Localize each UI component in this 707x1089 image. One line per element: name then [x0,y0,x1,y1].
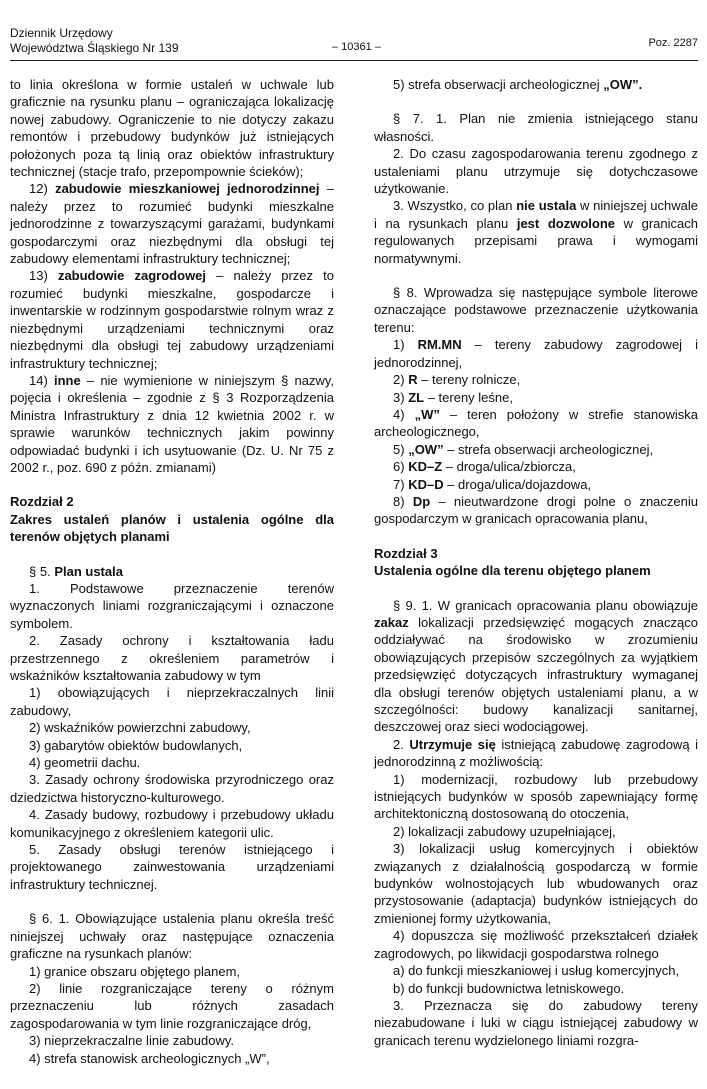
section-9-point-1-text: lokalizacji przedsięwzięć mogących znacząco oddziaływać na środowisko w zrozumieniu obowiązujących przepisów szczególnych za wyjątkiem przedsięwzięć dotyczących infrastruktury wymaganej dla obsługi terenów objętych ustaleniami planu, a w szczególności: budowy kanalizacji sanitarnej, deszczowej oraz sieci wodociągowej. [374,614,698,735]
section-9-point-2-item: 2) lokalizacji zabudowy uzupełniającej, [393,823,616,839]
symbol-number: 5) [393,441,405,457]
symbol-description: – teren położony w strefie stanowiska archeologicznego, [374,406,698,440]
section-9-point-2-number: 2. [393,736,404,752]
section-6-item-5 [374,76,698,93]
section-9-point-2-text: istniejącą zabudowę zagrodową i jednorodzinną z możliwością: [374,736,698,770]
section-5-title: Plan ustala [54,563,123,579]
section-5-point-4: 4. Zasady budowy, rozbudowy i przebudowy układu komunikacyjnego z określeniem kategorii ulic. [10,807,334,840]
definition-14 [10,372,334,476]
section-5-point-2: 2. Zasady ochrony i kształtowania ładu przestrzennego z określeniem parametrów i wskaźników kształtowania zabudowy w tym [10,633,334,683]
section-9-point-2-item: 3) lokalizacji usług komercyjnych i obiektów związanych z działalnością gospodarczą w formie budynków wolnostojących lub wbudowanych oraz przystosowanie (adaptacja) budynków istniejących do zmienionej formy użytkowania, [374,841,698,926]
section-9-point-3: 3. Przeznacza się do zabudowy tereny niezabudowane i luki w ciągu istniejącej zabudowy w granicach terenu wydzielonego liniami rozgra- [374,997,698,1048]
symbol-description: – strefa obserwacji archeologicznej, [447,441,654,457]
journal-title-line1: Dziennik Urzędowy [10,26,113,40]
definition-11-continuation: to linia określona w formie ustaleń w uchwale lub graficznie na rysunku planu – ograniczająca lokalizację nowej zabudowy. Ograniczenie to nie dotyczy zakazu remontów i przebudowy budynków już istniejących położonych poza tą linią oraz obiektów infrastruktury technicznej (stacje trafo, przepompownie ścieków); [10,77,334,180]
symbol-code: R [408,372,418,388]
symbol-item [374,493,698,528]
journal-title [10,26,179,56]
symbol-code: „OW” [408,441,444,457]
section-9-point-2 [374,736,698,771]
section-8-intro: § 8. Wprowadza się następujące symbole literowe oznaczające podstawowe przeznaczenie użytkowania terenu: [374,285,698,335]
section-7-point-3-text: 3. Wszystko, co plan [393,198,513,214]
section-6-item: 4) strefa stanowisk archeologicznych „W”, [29,1050,270,1066]
page-header [10,26,698,60]
section-5-point-3: 3. Zasady ochrony środowiska przyrodniczego oraz dziedzictwa historyczno-kulturowego. [10,772,334,805]
spacer [374,528,698,545]
symbol-description: – tereny rolnicze, [421,372,521,388]
journal-title-line2: Województwa Śląskiego Nr 139 [10,41,179,55]
section-9-point-2-item: 4) dopuszcza się możliwość przekształceń działek zagrodowych, po likwidacji gospodarstwa rolnego [374,928,698,961]
spacer [10,546,334,563]
symbol-item [374,371,698,388]
section-9-point-1-text: § 9. 1. W granicach opracowania planu obowiązuje [393,597,698,613]
section-7-point-3 [374,197,698,267]
symbol-item [374,476,698,493]
definition-14-term: inne [53,372,81,388]
definition-13 [10,267,334,371]
symbol-number: 3) [393,389,405,405]
right-column [374,76,698,1049]
symbol-item [374,458,698,475]
section-9-point-2-emphasis: Utrzymuje się [409,736,496,752]
section-6-item: 2) linie rozgraniczające tereny o różnym przeznaczeniu lub różnych zasadach zagospodarowania w tym linie rozgraniczające dróg, [10,980,334,1031]
spacer [10,893,334,910]
definition-13-text: – należy przez to rozumieć budynki mieszkalne, gospodarcze i inwentarskie w rodzinnym gospodarstwie rolnym wraz z niezbędnymi urządzeniami technicznymi oraz niezbędnymi dla obsługi tej zabudowy urządzeniami infrastruktury technicznej; [10,268,334,371]
header-rule [10,60,698,61]
section-7-point-3-emphasis: jest dozwolone [516,215,616,231]
symbol-item [374,389,698,406]
section-7-point-1: § 7. 1. Plan nie zmienia istniejącego stanu własności. [374,111,698,144]
symbol-number: 2) [393,372,405,388]
definition-13-term: zabudowie zagrodowej [57,268,207,284]
symbol-number: 7) [393,476,405,492]
left-column [10,76,334,1067]
definition-12 [10,180,334,267]
section-6-item-5-code: „OW”. [603,77,643,92]
section-7-point-3-emphasis: nie ustala [516,198,577,214]
section-5-point-2-item: 2) wskaźników powierzchni zabudowy, [29,720,251,736]
symbol-number: 6) [393,459,405,475]
section-5-heading [10,563,334,580]
definition-12-text: – należy przez to rozumieć budynki mieszkalne jednorodzinne z towarzyszącymi garażami, budynkami gospodarczymi oraz niezbędnymi dla obsługi tej zabudowy elementami infrastruktury technicznej; [10,181,334,267]
section-7-point-3-text: w niniejszej uchwale i na rysunkach planu [374,198,699,231]
symbol-code: Dp [412,493,431,509]
section-6-item-5-text: 5) strefa obserwacji archeologicznej [393,77,600,92]
symbol-number: 1) [393,337,405,353]
spacer [374,580,698,597]
symbol-item [374,441,698,458]
section-9-point-1 [374,597,698,736]
position-number: Poz. 2287 [648,37,698,49]
chapter-3-subtitle: Ustalenia ogólne dla terenu objętego planem [374,563,651,579]
symbol-number: 8) [393,493,405,509]
symbol-number: 4) [393,406,405,422]
section-6-item: 3) nieprzekraczalne linie zabudowy. [29,1033,234,1049]
section-5-point-2-item: 3) gabarytów obiektów budowlanych, [29,737,243,753]
symbol-code: KD–Z [408,459,443,475]
section-9-point-2-item: 1) modernizacji, rozbudowy lub przebudowy istniejących budynków w sposób zapewniający formę architektoniczną dostosowaną do otoczenia, [374,771,698,822]
definition-12-number: 12) [29,181,48,197]
symbol-description: – tereny zabudowy zagrodowej i jednorodzinnej, [374,337,698,370]
symbol-description: – tereny leśne, [427,389,513,405]
section-7-point-3-text: w granicach regulowanych przepisami prawa i wymogami normatywnymi. [374,215,698,266]
symbol-description: – nieutwardzone drogi polne o znaczeniu gospodarczym w granicach opracowania planu, [374,493,698,527]
spacer [10,476,334,493]
spacer [374,93,698,110]
symbol-code: RM.MN [417,337,462,353]
symbol-item [374,336,698,371]
section-6-point-1: § 6. 1. Obowiązujące ustalenia planu określa treść niniejszej uchwały oraz następujące oznaczenia graficzne na rysunkach planów: [10,911,334,962]
section-5-point-1: 1. Podstawowe przeznaczenie terenów wyznaczonych liniami rozgraniczającymi i oznaczone symbolem. [10,580,334,631]
section-6-item: 1) granice obszaru objętego planem, [29,963,241,979]
symbol-code: „W” [414,406,440,422]
spacer [374,267,698,284]
definition-13-number: 13) [29,268,48,284]
chapter-2-subtitle: Zakres ustaleń planów i ustalenia ogólne dla terenów objętych planami [10,511,334,545]
section-9-point-2-subitem: b) do funkcji budownictwa letniskowego. [393,980,625,996]
definition-14-text: – nie wymienione w niniejszym § nazwy, pojęcia i określenia – zgodnie z § 3 Rozporządzenia Ministra Infrastruktury z dnia 12 kwietnia 2002 r. w sprawie warunków technicznych jakim powinny odpowiadać budynki i ich usytuowanie (Dz. U. Nr 75 z 2002 r., poz. 690 z późn. zmianami) [10,372,334,475]
section-7-point-2: 2. Do czasu zagospodarowania terenu zgodnego z ustaleniami planu utrzymuje się dotychczasowe użytkowanie. [374,146,698,197]
symbol-code: KD–D [408,476,444,492]
section-9-point-2-subitem: a) do funkcji mieszkaniowej i usług komercyjnych, [393,963,680,979]
definition-12-term: zabudowie mieszkaniowej jednorodzinnej [55,181,320,197]
symbol-code: ZL [408,389,425,405]
section-5-point-2-item: 4) geometrii dachu. [29,755,141,771]
chapter-2-title: Rozdział 2 [10,494,74,510]
definition-14-number: 14) [29,372,48,388]
section-9-point-1-emphasis: zakaz [374,614,409,630]
page-number: – 10361 – [332,41,381,53]
symbol-item [374,406,698,441]
symbol-description: – droga/ulica/zbiorcza, [445,459,576,475]
section-5-prefix: § 5. [29,563,51,579]
symbol-description: – droga/ulica/dojazdowa, [447,476,592,492]
section-5-point-5: 5. Zasady obsługi terenów istniejącego i projektowanego zainwestowania urządzeniami infrastruktury technicznej. [10,842,334,892]
section-5-point-2-item: 1) obowiązujących i nieprzekraczalnych linii zabudowy, [10,685,334,718]
chapter-3-title: Rozdział 3 [374,545,438,561]
